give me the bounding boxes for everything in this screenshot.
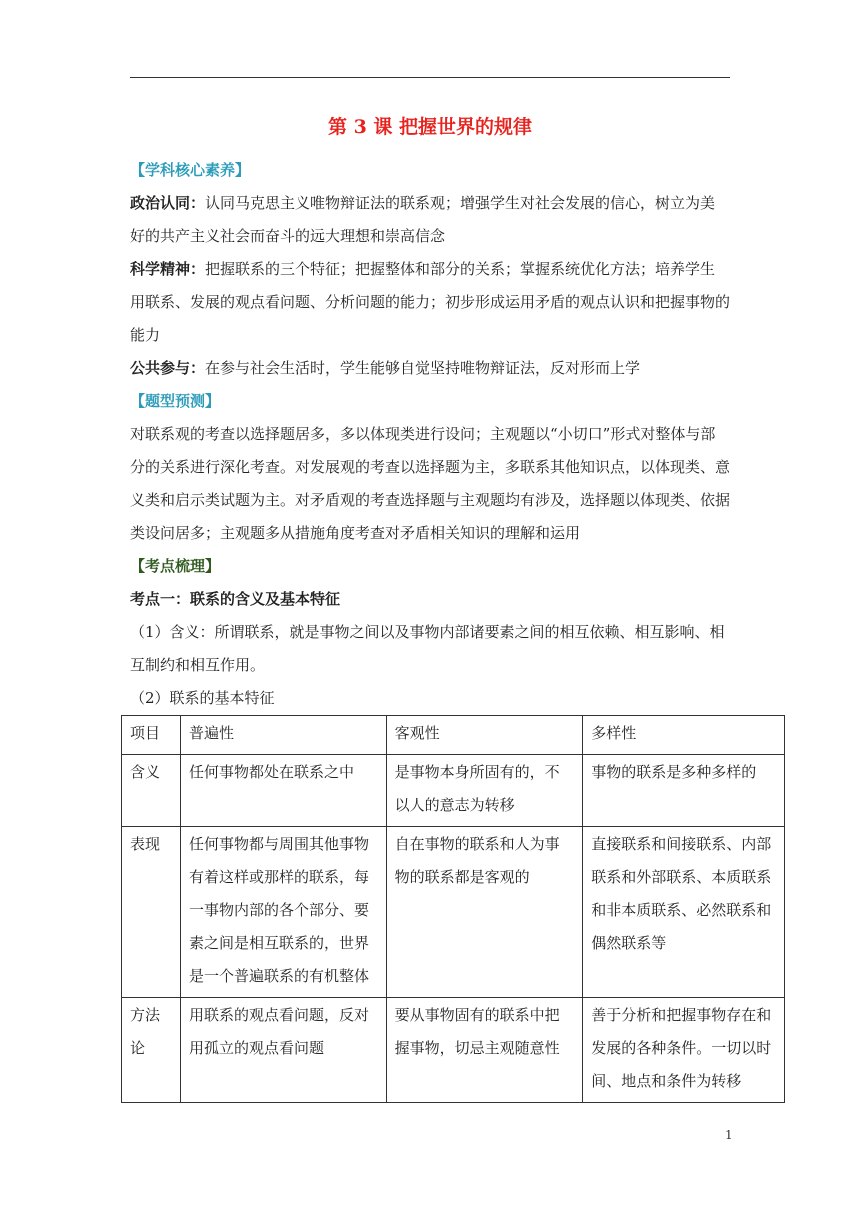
table-cell: 方法论 bbox=[122, 998, 181, 1103]
table-cell: 表现 bbox=[122, 827, 181, 998]
point1-features: （2）联系的基本特征 bbox=[130, 689, 275, 707]
page-number: 1 bbox=[725, 1128, 733, 1142]
section-core-heading: 【学科核心素养】 bbox=[130, 161, 251, 179]
page-content bbox=[130, 112, 772, 1103]
table-cell: 直接联系和间接联系、内部联系和外部联系、本质联系和非本质联系、必然联系和偶然联系等 bbox=[583, 827, 785, 998]
public-text: 在参与社会生活时，学生能够自觉坚持唯物辩证法，反对形而上学 bbox=[205, 359, 641, 377]
table-cell: 要从事物固有的联系中把握事物，切忌主观随意性 bbox=[386, 998, 583, 1103]
public-label: 公共参与： bbox=[130, 359, 206, 377]
features-table bbox=[121, 715, 785, 1103]
table-cell: 自在事物的联系和人为事物的联系都是客观的 bbox=[386, 827, 583, 998]
table-cell: 任何事物都与周围其他事物有着这样或那样的联系，每一事物内部的各个部分、要素之间是相互联系的，世界是一个普遍联系的有机整体 bbox=[180, 827, 386, 998]
section-predict-heading: 【题型预测】 bbox=[130, 392, 221, 410]
table-row bbox=[122, 827, 785, 998]
table-cell: 任何事物都处在联系之中 bbox=[180, 755, 386, 827]
science-label: 科学精神： bbox=[130, 260, 206, 278]
politics-label: 政治认同： bbox=[130, 194, 206, 212]
politics-text: 认同马克思主义唯物辩证法的联系观；增强学生对社会发展的信心，树立为美好的共产主义社会而奋斗的远大理想和崇高信念 bbox=[130, 194, 716, 245]
table-header-cell: 普遍性 bbox=[180, 716, 386, 755]
point1-title: 考点一：联系的含义及基本特征 bbox=[130, 590, 341, 608]
table-cell: 用联系的观点看问题，反对用孤立的观点看问题 bbox=[180, 998, 386, 1103]
header-rule bbox=[130, 77, 730, 78]
table-cell: 含义 bbox=[122, 755, 181, 827]
table-cell: 是事物本身所固有的，不以人的意志为转移 bbox=[386, 755, 583, 827]
table-header-cell: 客观性 bbox=[386, 716, 583, 755]
table-cell: 事物的联系是多种多样的 bbox=[583, 755, 785, 827]
predict-paragraph: 对联系观的考查以选择题居多，多以体现类进行设问；主观题以“小切口”形式对整体与部分的关系进行深化考查。对发展观的考查以选择题为主，多联系其他知识点，以体现类、意义类和启示类试题为主。对矛盾观的考查选择题与主观题均有涉及，选择题以体现类、依据类设问居多；主观题多从措施角度考查对矛盾相关知识的理解和运用 bbox=[130, 425, 731, 542]
table-header-row bbox=[122, 716, 785, 755]
politics-paragraph bbox=[130, 187, 730, 253]
page-title: 第 3 课 把握世界的规律 bbox=[327, 116, 533, 138]
section-points-heading: 【考点梳理】 bbox=[130, 557, 221, 575]
science-paragraph bbox=[130, 253, 730, 352]
science-text: 把握联系的三个特征；把握整体和部分的关系；掌握系统优化方法；培养学生用联系、发展的观点看问题、分析问题的能力；初步形成运用矛盾的观点认识和把握事物的能力 bbox=[130, 260, 731, 344]
table-header-cell: 多样性 bbox=[583, 716, 785, 755]
public-paragraph bbox=[130, 352, 730, 385]
table-header-cell: 项目 bbox=[122, 716, 181, 755]
table-row bbox=[122, 755, 785, 827]
point1-meaning: （1）含义：所谓联系，就是事物之间以及事物内部诸要素之间的相互依赖、相互影响、相互制约和相互作用。 bbox=[130, 623, 725, 674]
table-cell: 善于分析和把握事物存在和发展的各种条件。一切以时间、地点和条件为转移 bbox=[583, 998, 785, 1103]
table-row bbox=[122, 998, 785, 1103]
